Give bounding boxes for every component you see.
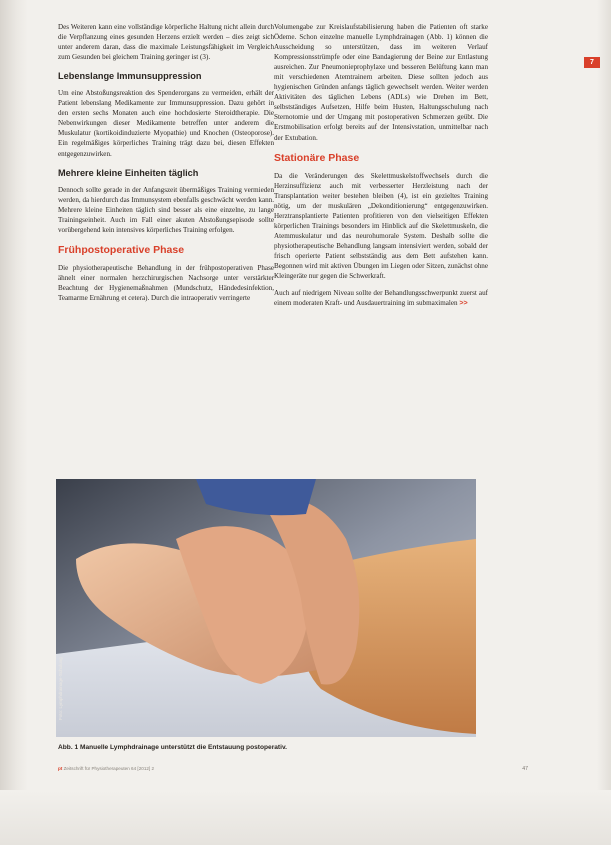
page-bottom-margin — [0, 790, 611, 845]
paragraph: Des Weiteren kann eine vollständige körperliche Haltung nicht allein durch die Verpflanzung eines gesunden Herzens erzielt werden – dies zeigt sich unter anderem daran, dass die maximale Leistungsfähigkeit im Vergleich zum Gesunden bei gleichem Training geringer ist (3). — [58, 23, 274, 62]
journal-issue: 64 [2012] 2 — [131, 766, 155, 771]
section-heading: Mehrere kleine Einheiten täglich — [58, 167, 199, 178]
photo-credit: Foto: Lymphdrainage-Schulung — [58, 657, 63, 720]
paragraph: Volumengabe zur Kreislaufstabilisierung haben die Patienten oft starke Ödeme. Schon einzelne manuelle Lymphdrainagen (Abb. 1) können die Ausscheidung so unterstützen, dass im weiteren Verlauf Kompressionsstrümpfe oder eine Bandagierung der Beine zur Entlastung ausreichen. Zur Pneumonieprophylaxe und besseren Belüftung kann man mit verschiedenen Atemtrainern arbeiten. Diese sollten jedoch aus hygienischen Gründen anfangs täglich gewechselt werden. Weiter werden Aktivitäten des täglichen Lebens (ADLs) wie Drehen im Bett, selbstständiges Aufsetzen, Hilfe beim Husten, Haltungsschulung nach Sternotomie und der Umgang mit postoperativen Schmerzen geübt. Die Erstmobilisation erfolgt bereits auf der Intensivstation, unmittelbar nach der Extubation. — [274, 23, 488, 142]
paragraph — [274, 288, 488, 308]
paragraph: Die physiotherapeutische Behandlung in der frühpostoperativen Phase ähnelt einer normalen herzchirurgischen Nachsorge unter verstärkter Beachtung der Hygienemaßnahmen (Mundschutz, Händedesinfektion, Teamarme Ernährung et cetera). Durch die intraoperativ verringerte — [58, 263, 274, 303]
chapter-tab: 7 — [584, 57, 600, 68]
paragraph: Da die Veränderungen des Skelettmuskelstoffwechsels durch die Herzinsuffizienz auch mit verbesserter Herzleistung nach der Transplantation weiter bestehen bleiben (4), ist ein gezieltes Training nötig, um der muskulären „Dekonditionierung“ entgegenzuwirken. Herztransplantierte Patienten profitieren von den vielseitigen Effekten körperlichen Trainings besonders im Hinblick auf die Skelettmuskeln, die Atemmuskulatur und das neurohumorale System. Deshalb sollte die physiotherapeutische Behandlung langsam intensiviert werden, sobald der frisch operierte Patient selbstständig aus dem Bett aufstehen kann. Begonnen wird mit aktiven Übungen im Liegen oder Sitzen, zunächst ohne Kleingeräte nur gegen die Schwerkraft. — [274, 171, 488, 281]
lymph-drainage-photo — [56, 479, 476, 737]
journal-logo: pt — [58, 766, 63, 771]
left-text-column — [58, 22, 274, 310]
paragraph-text: Auch auf niedrigem Niveau sollte der Behandlungsschwerpunkt zuerst auf einem moderaten Kraft- und Ausdauertraining im submaximalen — [274, 289, 488, 308]
journal-name: Zeitschrift für Physiotherapeuten — [63, 766, 130, 771]
figure-caption: Abb. 1 Manuelle Lymphdrainage unterstützt die Entstauung postoperativ. — [58, 744, 287, 751]
section-heading-accent: Stationäre Phase — [274, 151, 360, 164]
page-number: 47 — [522, 766, 528, 772]
page-gutter-shadow — [0, 0, 28, 845]
continue-arrow-icon: >> — [459, 299, 468, 308]
paragraph: Dennoch sollte gerade in der Anfangszeit übermäßiges Training vermieden werden, da hierdurch das Immunsystem ebenfalls geschwächt werden kann. Mehrere kleine Einheiten täglich sind besser als eine einzelne, zu lange Trainingseinheit. Auch im Fall einer akuten Abstoßungsepisode sollte vorübergehend kein intensives körperliches Training erfolgen. — [58, 185, 274, 234]
right-text-column — [274, 22, 488, 315]
page-edge-shadow — [597, 0, 611, 845]
paragraph: Um eine Abstoßungsreaktion des Spenderorgans zu vermeiden, erhält der Patient lebenslang Medikamente zur Immunsuppression. Dazu gehört in den ersten sechs Monaten auch eine hochdosierte Steroidtherapie. Die Nebenwirkungen dieser Medikamente betreffen unter anderem die Muskulatur (kortikoidinduzierte Myopathie) und Knochen (Osteoporose). Ein regelmäßiges körperliches Training trägt dazu bei, diesen Effekten entgegenzuwirken. — [58, 89, 274, 158]
page-footer — [58, 766, 528, 776]
section-heading-accent: Frühpostoperative Phase — [58, 243, 185, 256]
section-heading: Lebenslange Immunsuppression — [58, 71, 202, 82]
